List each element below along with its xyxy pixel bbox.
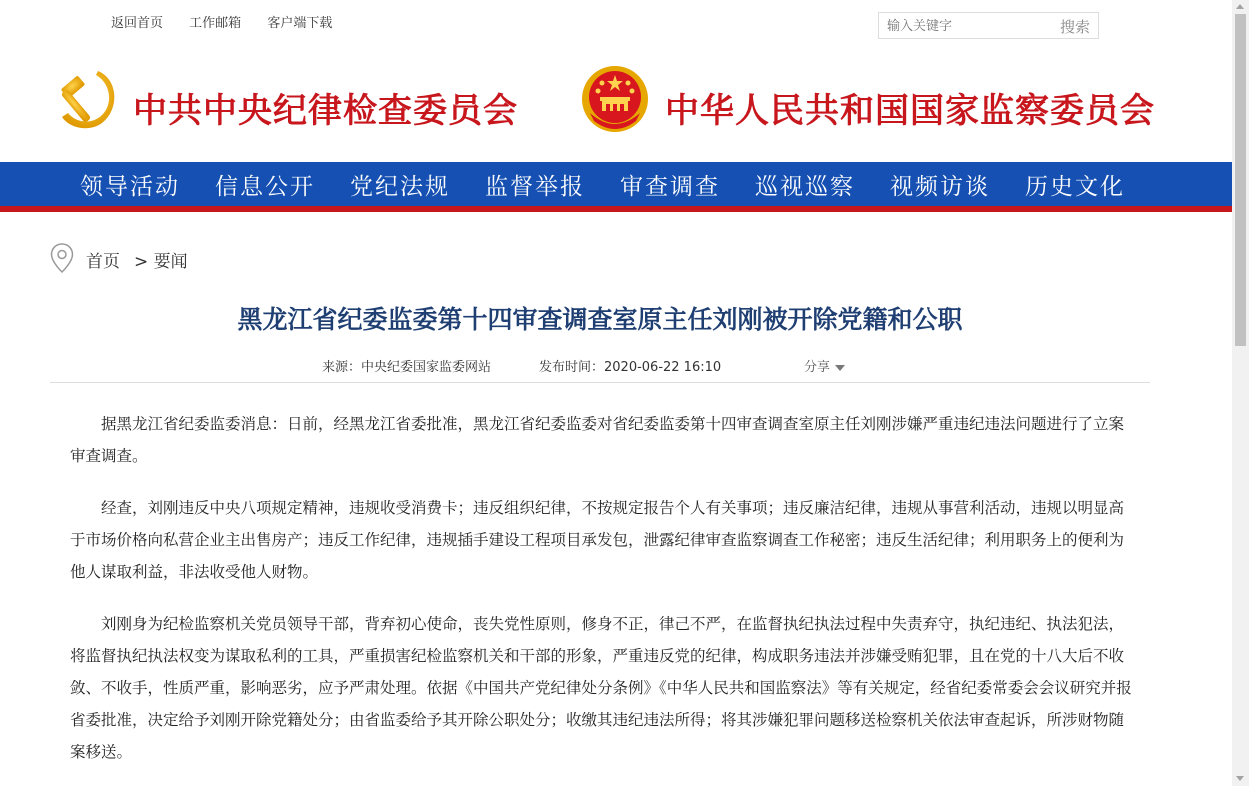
nav-item-investigation[interactable]: 审查调查 — [620, 174, 720, 200]
breadcrumb-home[interactable]: 首页 — [86, 252, 120, 272]
nav-item-video[interactable]: 视频访谈 — [890, 174, 990, 200]
article-paragraph: 刘刚身为纪检监察机关党员领导干部，背弃初心使命，丧失党性原则，修身不正，律己不严，在监督执纪执法过程中失责弃守，执纪违纪、执法犯法，将监督执纪执法权变为谋取私利的工具，严重损害纪检监察机关和干部的形象，严重违反党的纪律，构成职务违法并涉嫌受贿犯罪，且在党的十八大后不收敛、不收手，性质严重，影响恶劣，应予严肃处理。依据《中国共产党纪律处分条例》《中华人民共和国监察法》等有关规定，经省纪委常委会会议研究并报省委批准，决定给予刘刚开除党籍处分；由省监委给予其开除公职处分；收缴其违纪违法所得；将其涉嫌犯罪问题移送检察机关依法审查起诉，所涉财物随案移送。 — [70, 615, 1132, 761]
search-box — [878, 12, 1099, 39]
link-home[interactable]: 返回首页 — [111, 16, 164, 31]
nsc-title: 中华人民共和国国家监察委员会 — [665, 91, 1155, 131]
hammer-sickle-emblem-icon[interactable] — [52, 65, 120, 133]
scroll-down-icon[interactable] — [1236, 776, 1244, 781]
scroll-up-icon[interactable] — [1236, 4, 1244, 9]
main-nav — [0, 162, 1232, 206]
share-label: 分享 — [804, 360, 831, 375]
nav-item-history[interactable]: 历史文化 — [1025, 174, 1125, 200]
site-header — [0, 45, 1232, 162]
link-work-email[interactable]: 工作邮箱 — [189, 16, 242, 31]
nav-item-info[interactable]: 信息公开 — [215, 174, 315, 200]
article-paragraph: 据黑龙江省纪委监委消息：日前，经黑龙江省委批准，黑龙江省纪委监委对省纪委监委第十四审查调查室原主任刘刚涉嫌严重违纪违法问题进行了立案审查调查。 — [70, 415, 1125, 465]
vertical-scrollbar[interactable] — [1232, 0, 1249, 786]
search-button[interactable]: 搜索 — [1059, 18, 1090, 36]
top-utility-bar — [0, 0, 1232, 45]
nav-item-report[interactable]: 监督举报 — [485, 174, 585, 200]
article-source: 来源：中央纪委国家监委网站 — [322, 360, 492, 375]
location-pin-icon — [50, 243, 74, 273]
share-button[interactable] — [804, 356, 845, 375]
chevron-down-icon — [835, 365, 845, 371]
nav-item-leadership[interactable]: 领导活动 — [80, 174, 180, 200]
article-body — [70, 408, 1132, 788]
search-input[interactable] — [887, 16, 1047, 36]
nav-accent-bar — [0, 206, 1232, 212]
scrollbar-thumb[interactable] — [1235, 14, 1246, 346]
breadcrumb-current[interactable]: > 要闻 — [134, 252, 188, 272]
article-meta — [322, 356, 831, 375]
link-client-download[interactable]: 客户端下载 — [267, 16, 333, 31]
nav-item-regulations[interactable]: 党纪法规 — [350, 174, 450, 200]
article-paragraph: 经查，刘刚违反中央八项规定精神，违规收受消费卡；违反组织纪律，不按规定报告个人有关事项；违反廉洁纪律，违规从事营利活动，违规以明显高于市场价格向私营企业主出售房产；违反工作纪律，违规插手建设工程项目承发包，泄露纪律审查监察调查工作秘密；违反生活纪律；利用职务上的便利为他人谋取利益，非法收受他人财物。 — [70, 499, 1125, 581]
cpc-ccdi-title: 中共中央纪律检查委员会 — [133, 91, 518, 131]
article-time: 发布时间：2020-06-22 16:10 — [539, 360, 722, 375]
national-emblem-icon[interactable] — [580, 63, 650, 135]
nav-item-inspection[interactable]: 巡视巡察 — [755, 174, 855, 200]
article-title: 黑龙江省纪委监委第十四审查调查室原主任刘刚被开除党籍和公职 — [237, 305, 963, 334]
divider — [50, 382, 1150, 383]
top-links — [111, 12, 354, 31]
